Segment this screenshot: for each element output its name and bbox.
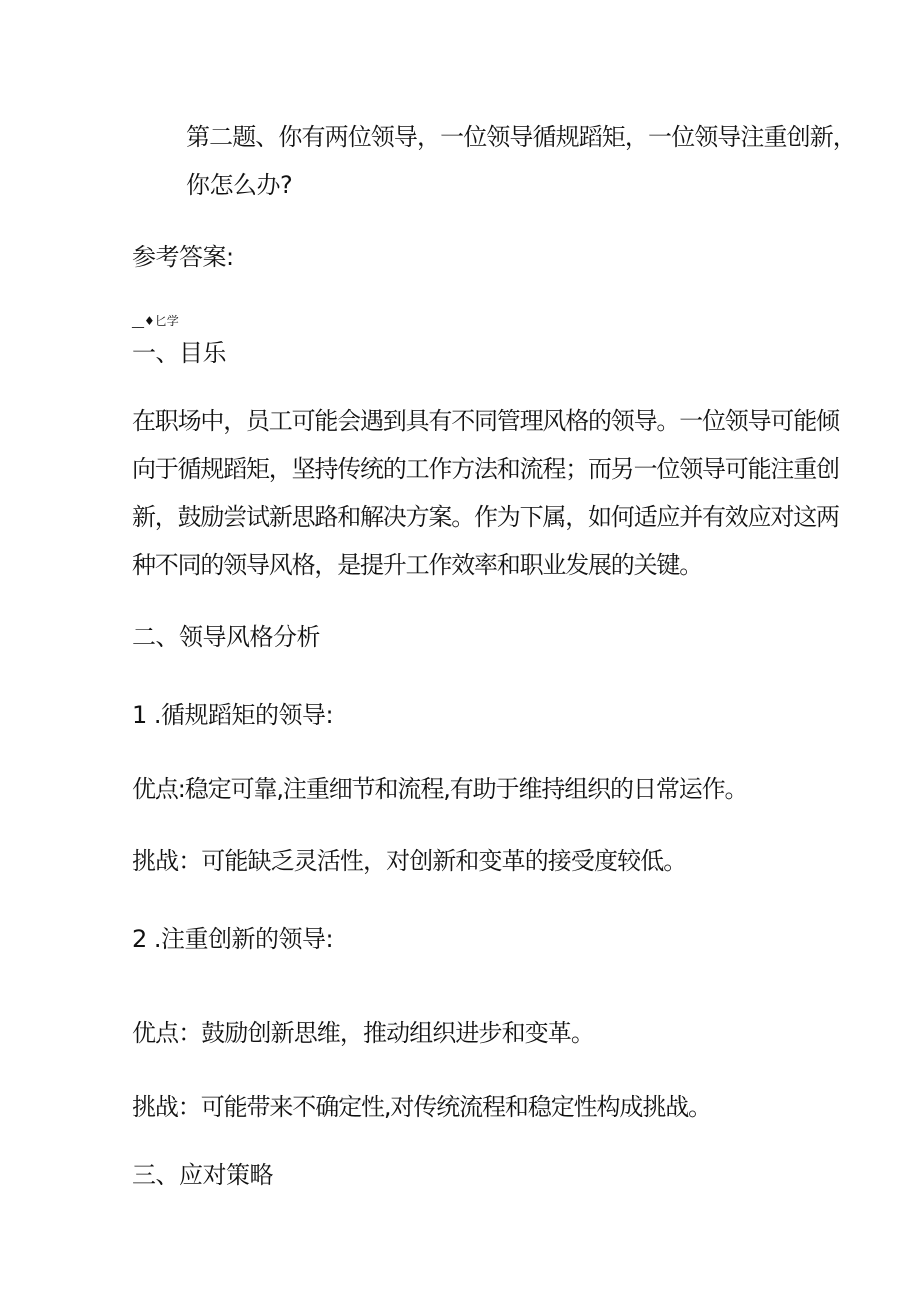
answer-label: 参考答案: [132, 243, 234, 271]
subsection-1-challenges: 挑战：可能缺乏灵活性，对创新和变革的接受度较低。 [132, 847, 687, 875]
subsection-2-challenges: 挑战：可能带来不确定性,对传统流程和稳定性构成挑战。 [132, 1093, 712, 1121]
section-1-paragraph-line: 在职场中，员工可能会遇到具有不同管理风格的领导。一位领导可能倾 [132, 407, 839, 435]
subsection-1-advantages: 优点:稳定可靠,注重细节和流程,有助于维持组织的日常运作。 [132, 775, 748, 803]
subsection-2-title: 2 .注重创新的领导: [132, 925, 334, 953]
section-1-paragraph-line: 向于循规蹈矩，坚持传统的工作方法和流程；而另一位领导可能注重创 [132, 455, 839, 483]
question-line-1: 第二题、你有两位领导，一位领导循规蹈矩，一位领导注重创新， [186, 123, 856, 151]
section-1-heading: 一、目乐 [132, 339, 226, 367]
scan-artifact-text: __♦匕学 [132, 314, 179, 328]
question-line-2: 你怎么办? [186, 171, 293, 199]
section-3-heading: 三、应对策略 [132, 1161, 273, 1189]
subsection-1-title: 1 .循规蹈矩的领导: [132, 701, 334, 729]
section-2-heading: 二、领导风格分析 [132, 623, 320, 651]
section-1-paragraph-line: 新，鼓励尝试新思路和解决方案。作为下属，如何适应并有效应对这两 [132, 503, 839, 531]
subsection-2-advantages: 优点：鼓励创新思维，推动组织进步和变革。 [132, 1019, 594, 1047]
section-1-paragraph-line: 种不同的领导风格，是提升工作效率和职业发展的关键。 [132, 551, 702, 579]
